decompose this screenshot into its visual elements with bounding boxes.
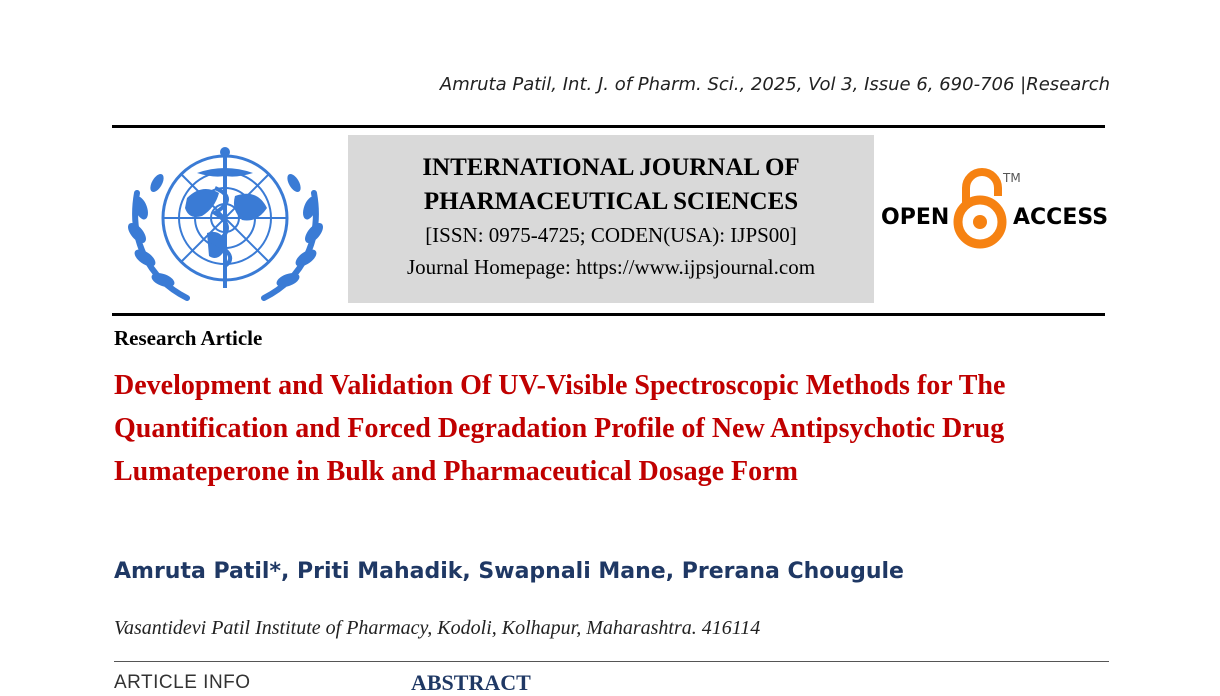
- journal-name-line1: INTERNATIONAL JOURNAL OF: [422, 154, 800, 181]
- abstract-heading: ABSTRACT: [411, 670, 531, 695]
- citation-header: Amruta Patil, Int. J. of Pharm. Sci., 2025, Vol 3, Issue 6, 690-706 |Research: [439, 74, 1110, 95]
- open-access-access-text: ACCESS: [1013, 205, 1108, 230]
- article-info-heading: ARTICLE INFO: [114, 672, 251, 693]
- article-type-label: Research Article: [114, 326, 263, 350]
- author-affiliation: Vasantidevi Patil Institute of Pharmacy, Kodoli, Kolhapur, Maharashtra. 416114: [114, 617, 761, 639]
- journal-info-box: [348, 135, 874, 303]
- header-rule-bottom: [112, 313, 1105, 316]
- open-access-lock-icon: [880, 166, 1108, 251]
- open-access-tm-text: TM: [1003, 171, 1021, 185]
- section-divider: [114, 661, 1109, 662]
- article-authors: Amruta Patil*, Priti Mahadik, Swapnali Mane, Prerana Chougule: [114, 559, 904, 584]
- header-rule-top: [112, 125, 1105, 128]
- open-access-open-text: OPEN: [881, 205, 950, 230]
- globe-caduceus-emblem-icon: [127, 138, 324, 305]
- journal-issn: [ISSN: 0975-4725; CODEN(USA): IJPS00]: [425, 223, 797, 247]
- journal-name-line2: PHARMACEUTICAL SCIENCES: [423, 188, 799, 215]
- journal-homepage[interactable]: Journal Homepage: https://www.ijpsjournal.com: [406, 255, 816, 279]
- article-title: Development and Validation Of UV-Visible Spectroscopic Methods for The Quantification and Forced Degradation Profile of New Antipsychotic Drug Lumateperone in Bulk and Pharmaceutical Dosage Form: [114, 370, 1006, 487]
